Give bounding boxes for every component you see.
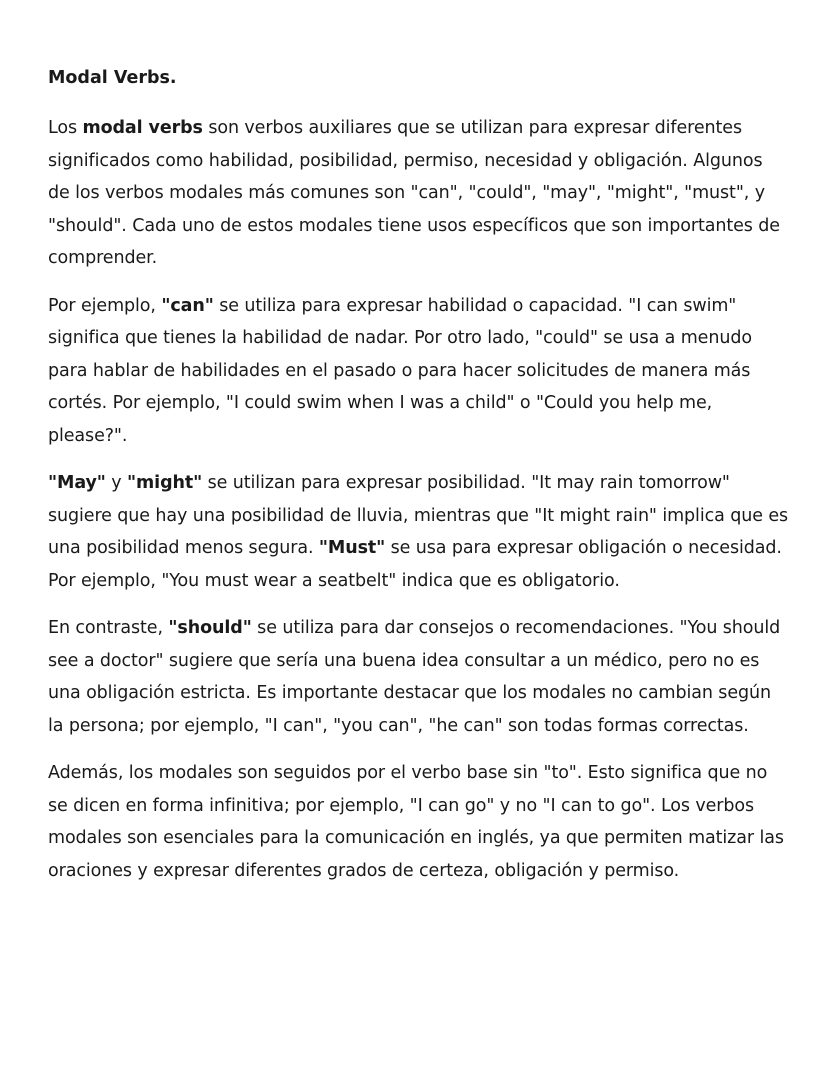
paragraph-text: En contraste,: [48, 618, 169, 638]
paragraph-text: se utilizan para expresar posibilidad. "It may rain tomorrow" sugiere que hay una posibilidad de lluvia, mientras que "It might rain" implica que es una posibilidad menos segura.: [48, 473, 789, 558]
paragraph-may-might-must: [48, 467, 788, 597]
paragraph-text: se utiliza para dar consejos o recomendaciones. "You should see a doctor" sugiere que sería una buena idea consultar a un médico, pero no es una obligación estricta. Es importante destacar que los modales no cambian según la persona; por ejemplo, "I can", "you can", "he can" son todas formas correctas.: [48, 618, 781, 736]
paragraph-can-could: [48, 290, 788, 453]
paragraph-text: y: [105, 473, 128, 493]
paragraph-conclusion: Además, los modales son seguidos por el verbo base sin "to". Esto significa que no se dicen en forma infinitiva; por ejemplo, "I can go" y no "I can to go". Los verbos modales son esenciales para la comunicación en inglés, ya que permiten matizar las oraciones y expresar diferentes grados de certeza, obligación y permiso.: [48, 763, 784, 881]
bold-term-modal-verbs: modal verbs: [82, 118, 203, 138]
bold-term-may: "May": [48, 473, 106, 493]
bold-term-should: "should": [168, 618, 252, 638]
paragraph-text: se usa para expresar obligación o necesidad. Por ejemplo, "You must wear a seatbelt" indica que es obligatorio.: [48, 538, 782, 591]
paragraph-intro: [48, 112, 788, 275]
paragraph-should: [48, 612, 788, 742]
bold-term-might: "might": [127, 473, 203, 493]
bold-term-must: "Must": [318, 538, 386, 558]
bold-term-can: "can": [161, 295, 214, 316]
document-title: Modal Verbs.: [48, 68, 177, 88]
paragraph-text: son verbos auxiliares que se utilizan para expresar diferentes significados como habilidad, posibilidad, permiso, necesidad y obligación. Algunos de los verbos modales más comunes son "can", "could", "may", "might", "must", y "should". Cada uno de estos modales tiene usos específicos que son importantes de comprender.: [48, 118, 780, 268]
paragraph-text: Los: [48, 118, 83, 138]
paragraph-text: se utiliza para expresar habilidad o capacidad. "I can swim" significa que tienes la habilidad de nadar. Por otro lado, "could" se usa a menudo para hablar de habilidades en el pasado o para hacer solicitudes de manera más cortés. Por ejemplo, "I could swim when I was a child" o "Could you help me, please?".: [48, 295, 752, 446]
paragraph-text: Por ejemplo,: [48, 295, 162, 316]
